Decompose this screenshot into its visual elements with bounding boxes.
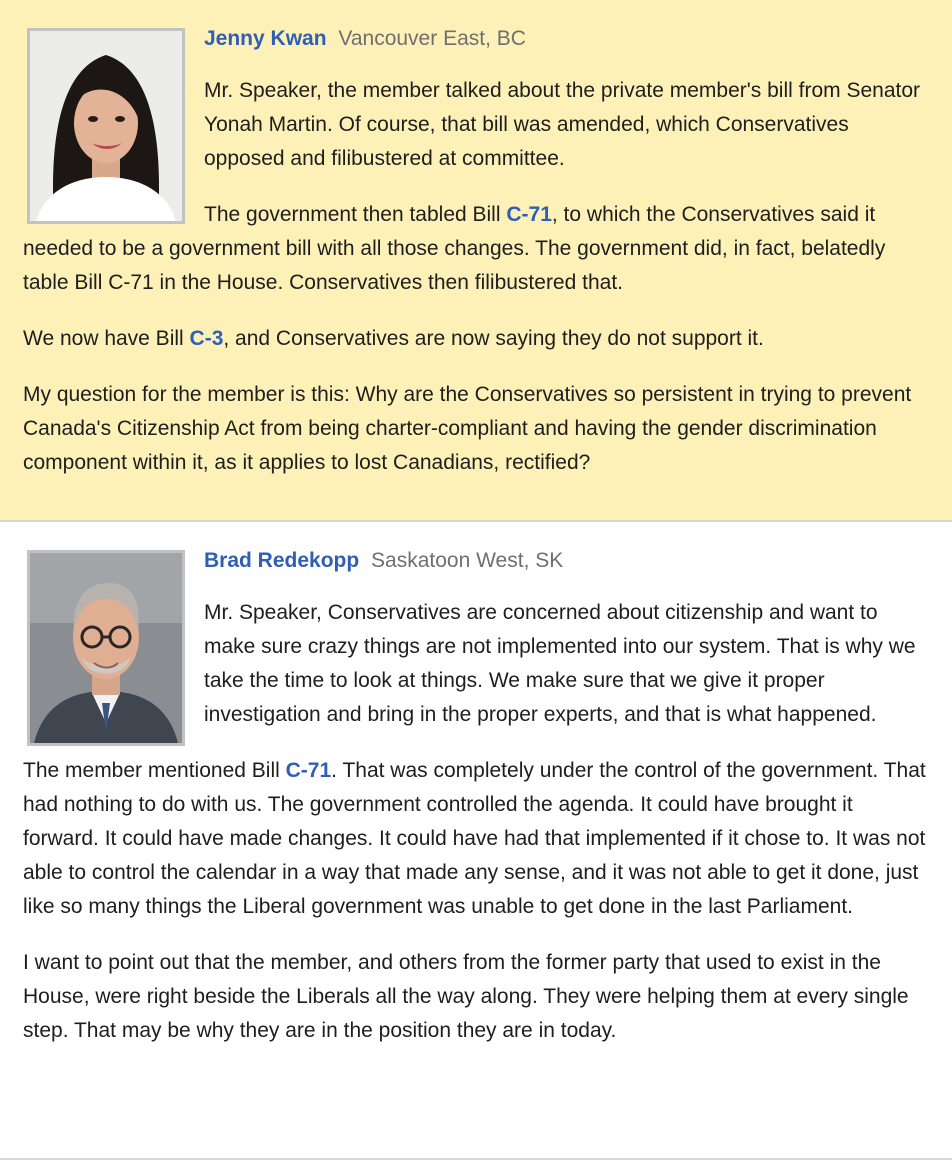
paragraph-text: My question for the member is this: Why are the Conservatives so persistent in trying to prevent Canada's Citizenship Act from being charter-compliant and having the gender discrimination component within it, as it applies to lost Canadians, rectified? bbox=[23, 383, 912, 474]
speaker-photo[interactable] bbox=[27, 28, 185, 224]
speech-block-brad-redekopp bbox=[0, 522, 952, 1160]
speech-paragraph bbox=[23, 378, 934, 480]
paragraph-text: Mr. Speaker, Conservatives are concerned about citizenship and want to make sure crazy things are not implemented into our system. That is why we take the time to look at things. We make sure that we give it proper investigation and bring in the proper experts, and that is what happened. bbox=[204, 601, 916, 726]
speech-paragraph bbox=[23, 754, 934, 924]
speaker-riding: Saskatoon West, SK bbox=[371, 549, 564, 572]
bill-link[interactable]: C-71 bbox=[506, 203, 552, 226]
paragraph-text: The member mentioned Bill bbox=[23, 759, 286, 782]
speaker-riding: Vancouver East, BC bbox=[338, 27, 526, 50]
paragraph-text: The government then tabled Bill bbox=[204, 203, 507, 226]
paragraph-text: , and Conservatives are now saying they do not support it. bbox=[223, 327, 764, 350]
speech-paragraph bbox=[23, 322, 934, 356]
portrait-brad-redekopp-image bbox=[30, 553, 182, 743]
paragraph-text: . That was completely under the control of the government. That had nothing to do with us. The government controlled the agenda. It could have brought it forward. It could have made changes. It could have had that implemented if it chose to. It was not able to control the calendar in a way that made any sense, and it was not able to get it done, just like so many things the Liberal government was unable to get done in the last Parliament. bbox=[23, 759, 926, 918]
bill-link[interactable]: C-3 bbox=[189, 327, 224, 350]
speaker-name-link[interactable]: Brad Redekopp bbox=[204, 549, 360, 572]
paragraph-text: I want to point out that the member, and others from the former party that used to exist in the House, were right beside the Liberals all the way along. They were helping them at every single step. That may be why they are in the position they are in today. bbox=[23, 951, 909, 1042]
paragraph-text: We now have Bill bbox=[23, 327, 190, 350]
speaker-photo[interactable] bbox=[27, 550, 185, 746]
speech-block-jenny-kwan bbox=[0, 0, 952, 522]
speech-paragraph bbox=[23, 946, 934, 1048]
speaker-name-link[interactable]: Jenny Kwan bbox=[204, 27, 327, 50]
paragraph-text: Mr. Speaker, the member talked about the private member's bill from Senator Yonah Martin. Of course, that bill was amended, which Conservatives opposed and filibustered at committee. bbox=[204, 79, 921, 170]
bill-link[interactable]: C-71 bbox=[285, 759, 332, 782]
portrait-jenny-kwan-image bbox=[30, 31, 182, 221]
paragraph-text: , to which the Conservatives said it needed to be a government bill with all those changes. The government did, in fact, belatedly table Bill C-71 in the House. Conservatives then filibustered that. bbox=[23, 203, 886, 294]
